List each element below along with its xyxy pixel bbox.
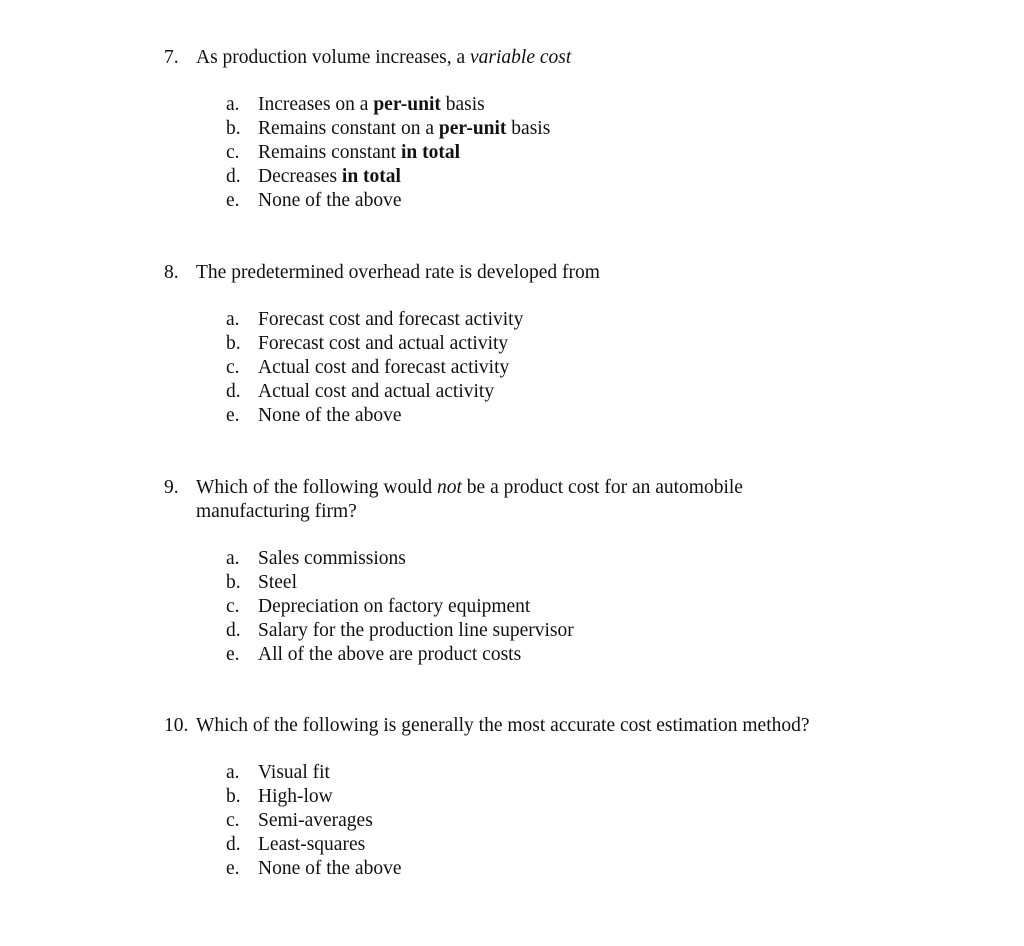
question-number: 9. <box>164 477 179 498</box>
quiz-page: 7. As production volume increases, a variable cost a. Increases on a per-unit basis b. Remains constant on a per-unit basis c. Remains constant in total d. Decreases in total e. None of the above 8. The predetermined overhead rate is developed from a. Forecast cost and forecast activity b. Forecast cost and actual activity c. Actual cost and forecast activity d. Actual cost and actual activity e. None of the above 9. Which of the following would not be a product cost for an automobile manufacturing firm? a. Sales commissions b. Steel c. Depreciation on factory equipment d. Salary for the production line supervisor e. All of the above are product costs 10. Which of the following is generally the most accurate cost estimation method? a. Visual fit b. High-low c. Semi-averages d. Least-squares e. None of the above <box>0 0 1024 946</box>
emphasis: not <box>437 477 462 498</box>
question-number: 7. <box>164 47 179 68</box>
question-text: As production volume increases, a variable cost <box>196 47 572 68</box>
question-text: The predetermined overhead rate is developed from <box>196 262 600 283</box>
question-text: Which of the following is generally the most accurate cost estimation method? <box>196 715 810 736</box>
question-number: 8. <box>164 262 179 283</box>
emphasis: variable cost <box>470 47 572 68</box>
question-text: Which of the following would not be a product cost for an automobile manufacturing firm? <box>196 477 743 522</box>
question-number: 10. <box>164 715 189 736</box>
